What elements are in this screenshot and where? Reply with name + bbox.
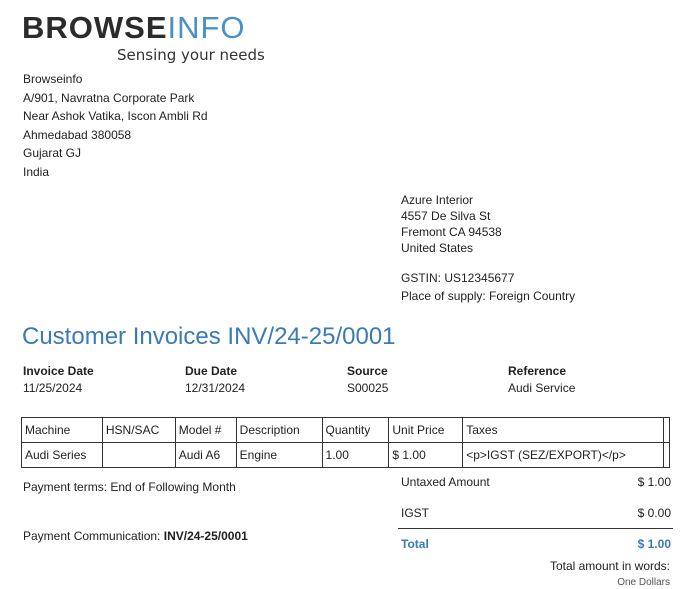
cell-unit-price: $ 1.00 (389, 443, 463, 468)
company-address (23, 70, 208, 181)
invoice-date-label: Invoice Date (23, 364, 94, 378)
cell-quantity: 1.00 (322, 443, 389, 468)
customer-address-line: 4557 De Silva St (401, 209, 491, 223)
column-header-unit-price: Unit Price (389, 418, 463, 443)
untaxed-label: Untaxed Amount (401, 475, 490, 489)
cell-hsn (102, 443, 175, 468)
customer-address-line: Azure Interior (401, 193, 474, 207)
due-date-value: 12/31/2024 (185, 381, 246, 395)
column-header-machine: Machine (22, 418, 103, 443)
invoice-title: Customer Invoices INV/24-25/0001 (22, 323, 396, 350)
column-header-taxes: Taxes (463, 418, 664, 443)
company-address-line: India (23, 164, 50, 179)
company-address-line: Browseinfo (23, 72, 83, 86)
customer-address (401, 192, 502, 256)
column-header-empty (663, 418, 669, 443)
cell-taxes: <p>IGST (SEZ/EXPORT)</p> (463, 443, 664, 468)
logo-tagline: Sensing your needs (117, 46, 265, 64)
customer-address-line: Fremont CA 94538 (401, 225, 502, 239)
reference-value: Audi Service (508, 381, 576, 395)
source-value: S00025 (347, 381, 389, 395)
customer-address-line: United States (401, 241, 474, 255)
company-address-line: Near Ashok Vatika, Iscon Ambli Rd (23, 109, 208, 123)
place-of-supply: Place of supply: Foreign Country (401, 289, 576, 303)
payment-communication (23, 529, 248, 543)
total-row (398, 532, 673, 556)
cell-empty (663, 443, 669, 468)
company-address-line: A/901, Navratna Corporate Park (23, 90, 195, 105)
amount-in-words-label: Total amount in words: (549, 559, 670, 573)
payment-communication-label: Payment Communication: (23, 529, 164, 543)
cell-machine: Audi Series (22, 443, 103, 468)
igst-value: $ 0.00 (637, 506, 671, 520)
logo-browse-text: BROWSE (22, 10, 168, 45)
column-header-quantity: Quantity (322, 418, 389, 443)
total-label: Total (401, 537, 429, 551)
reference-block (508, 363, 575, 397)
invoice-date-block (23, 363, 94, 397)
payment-terms: Payment terms: End of Following Month (23, 480, 236, 494)
tax-info (401, 269, 575, 305)
igst-row (398, 501, 673, 525)
reference-label: Reference (508, 364, 567, 378)
column-header-description: Description (236, 418, 322, 443)
column-header-hsn: HSN/SAC (102, 418, 175, 443)
table-row (22, 443, 670, 468)
source-block (347, 363, 388, 397)
source-label: Source (347, 364, 388, 378)
total-value: $ 1.00 (637, 537, 671, 551)
cell-model: Audi A6 (175, 443, 236, 468)
logo-info-text: INFO (167, 10, 246, 45)
due-date-block (185, 363, 245, 397)
due-date-label: Due Date (185, 364, 238, 378)
company-address-line: Ahmedabad 380058 (23, 127, 132, 142)
cell-description: Engine (236, 443, 322, 468)
totals-divider (398, 528, 673, 529)
invoice-date-value: 11/25/2024 (23, 381, 83, 395)
company-logo (22, 10, 246, 46)
column-header-model: Model # (175, 418, 236, 443)
igst-label: IGST (401, 506, 430, 520)
company-address-line: Gujarat GJ (23, 146, 82, 160)
invoice-lines-table (21, 417, 670, 468)
amount-in-words: One Dollars (617, 577, 670, 588)
table-header-row (22, 418, 670, 443)
untaxed-value: $ 1.00 (637, 475, 671, 489)
payment-communication-value: INV/24-25/0001 (163, 529, 248, 543)
gstin: GSTIN: US12345677 (401, 271, 515, 285)
untaxed-row (398, 470, 673, 494)
